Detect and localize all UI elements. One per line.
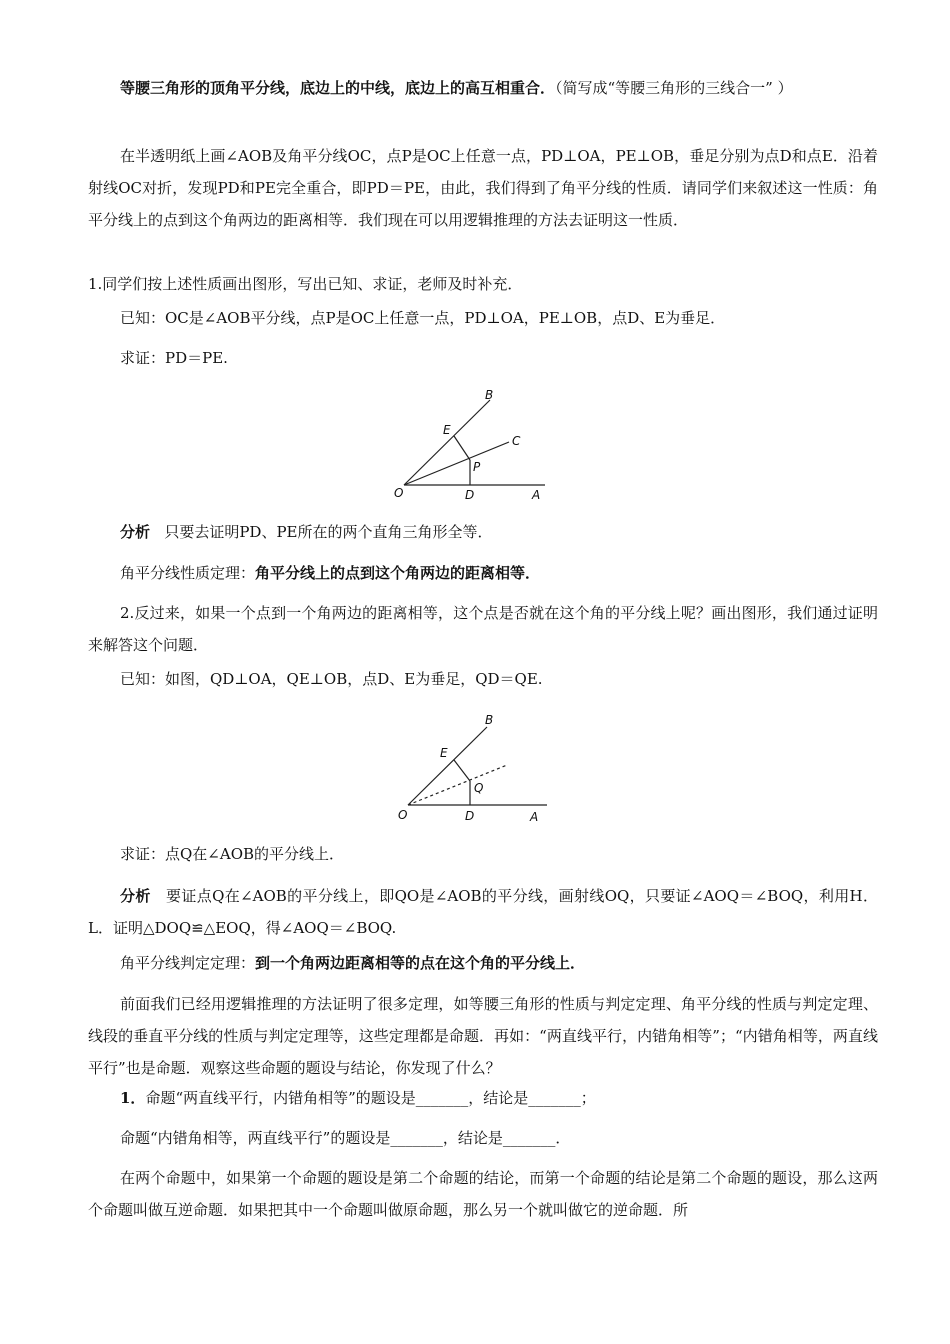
analysis-2 xyxy=(88,880,878,944)
segment-pe xyxy=(454,436,470,460)
analysis-2-text: 要证点Q在∠AOB的平分线上，即QO是∠AOB的平分线，画射线OQ，只要证∠AOQ＝∠BOQ，利用H．L．证明△DOQ≌△EOQ，得∠AOQ＝∠BOQ. xyxy=(88,887,878,937)
theorem-property-label: 角平分线性质定理： xyxy=(120,564,256,582)
ray-oc xyxy=(404,442,509,485)
analysis-1 xyxy=(88,516,878,548)
label-d: D xyxy=(465,488,475,502)
prove-2: 求证：点Q在∠AOB的平分线上． xyxy=(120,845,345,863)
prove-1: 求证：PD＝PE. xyxy=(120,349,228,367)
theorem-property-text: 角平分线上的点到这个角两边的距离相等． xyxy=(255,564,541,582)
given-2: 已知：如图，QD⊥OA，QE⊥OB，点D、E为垂足，QD＝QE. xyxy=(120,670,543,688)
para-inverse-definition: 在两个命题中，如果第一个命题的题设是第二个命题的结论，而第一个命题的结论是第二个命题的题设，那么这两个命题叫做互逆命题．如果把其中一个命题叫做原命题，那么另一个就叫做它的逆命题．所 xyxy=(88,1169,878,1219)
theorem-property xyxy=(88,557,878,589)
label-o: O xyxy=(398,808,408,822)
theorem-converse-label: 角平分线判定定理： xyxy=(120,954,256,972)
analysis-1-text: 只要去证明PD、PE所在的两个直角三角形全等． xyxy=(164,523,493,541)
analysis-2-label: 分析 xyxy=(120,887,151,905)
label-e: E xyxy=(443,423,451,437)
question-1-text: 命题“两直线平行，内错角相等”的题设是_______，结论是_______； xyxy=(145,1089,596,1107)
label-a: A xyxy=(530,810,539,824)
label-c: C xyxy=(512,434,521,448)
given-1: 已知：OC是∠AOB平分线，点P是OC上任意一点，PD⊥OA，PE⊥OB，点D、E为垂足． xyxy=(120,309,726,327)
question-1 xyxy=(88,1082,878,1114)
label-a: A xyxy=(532,488,541,502)
question-2: 命题“内错角相等，两直线平行”的题设是_______，结论是_______． xyxy=(120,1129,571,1147)
label-d: D xyxy=(465,809,475,823)
figure-angle-bisector-property xyxy=(392,385,562,505)
label-b: B xyxy=(485,713,494,727)
para-three-lines xyxy=(88,72,878,104)
ray-oq-dashed xyxy=(408,765,507,805)
label-o: O xyxy=(394,486,404,500)
analysis-1-label: 分析 xyxy=(120,523,151,541)
label-e: E xyxy=(440,746,448,760)
theorem-converse-text: 到一个角两边距离相等的点在这个角的平分线上． xyxy=(255,954,586,972)
theorem-converse xyxy=(88,947,878,979)
para-bisector-intro: 在半透明纸上画∠AOB及角平分线OC，点P是OC上任意一点，PD⊥OA，PE⊥OB，垂足分别为点D和点E．沿着射线OC对折，发现PD和PE完全重合，即PD＝PE，由此，我们得到了角平分线的性质．请同学们来叙述这一性质：角平分线上的点到这个角两边的距离相等．我们现在可以用逻辑推理的方法去证明这一性质． xyxy=(88,147,878,229)
three-lines-note: （简写成“等腰三角形的三线合一” ） xyxy=(555,79,793,97)
question-1-num: 1． xyxy=(120,1089,146,1107)
label-p: P xyxy=(473,460,481,474)
three-lines-bold: 等腰三角形的顶角平分线，底边上的中线，底边上的高互相重合． xyxy=(120,79,556,97)
label-b: B xyxy=(485,388,494,402)
segment-qe xyxy=(454,760,470,781)
para-converse-propositions: 前面我们已经用逻辑推理的方法证明了很多定理，如等腰三角形的性质与判定定理、角平分线的性质与判定定理、线段的垂直平分线的性质与判定定理等，这些定理都是命题．再如：“两直线平行，内错角相等”；“内错角相等，两直线平行”也是命题．观察这些命题的题设与结论，你发现了什么？ xyxy=(88,995,878,1077)
figure-angle-bisector-converse xyxy=(392,708,552,828)
item-2: 2.反过来，如果一个点到一个角两边的距离相等，这个点是否就在这个角的平分线上呢？画出图形，我们通过证明来解答这个问题． xyxy=(88,604,878,654)
item-1: 1.同学们按上述性质画出图形，写出已知、求证，老师及时补充． xyxy=(88,275,523,293)
label-q: Q xyxy=(474,781,484,795)
